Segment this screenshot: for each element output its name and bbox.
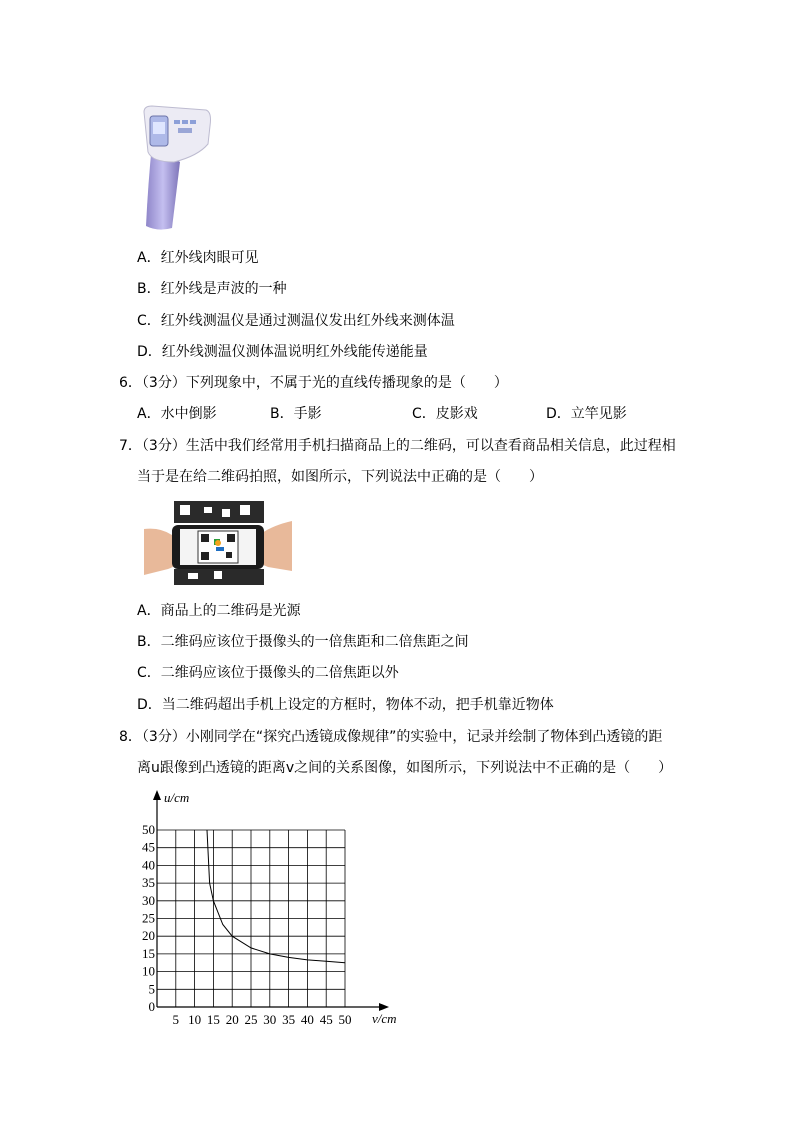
y-tick-label: 45 [142, 839, 155, 855]
y-tick-label: 15 [142, 945, 155, 961]
x-tick-label: 50 [338, 1012, 352, 1027]
u-v-graph [130, 785, 420, 1035]
q7-option-a: A．商品上的二维码是光源 [137, 603, 301, 619]
x-tick-label: 20 [225, 1012, 239, 1027]
q6-option-b: B．手影 [270, 406, 322, 422]
q5-option-d: D．红外线测温仪测体温说明红外线能传递能量 [137, 344, 428, 360]
x-tick-label: 15 [206, 1012, 220, 1027]
x-tick-label: 10 [188, 1012, 202, 1027]
q5-option-b: B．红外线是声波的一种 [137, 281, 287, 297]
q6-option-a: A．水中倒影 [137, 406, 217, 422]
q8-stem-line1: 8．（3分）小刚同学在“探究凸透镜成像规律”的实验中，记录并绘制了物体到凸透镜的距 [119, 729, 663, 745]
y-axis-label: u/cm [164, 790, 190, 805]
y-tick-label: 50 [142, 822, 155, 837]
x-tick-label: 30 [263, 1012, 277, 1027]
y-tick-label: 20 [142, 928, 155, 944]
q5-option-c: C．红外线测温仪是通过测温仪发出红外线来测体温 [137, 313, 455, 329]
x-axis-label: v/cm [372, 1011, 397, 1026]
q7-option-c: C．二维码应该位于摄像头的二倍焦距以外 [137, 665, 399, 681]
x-tick-label: 25 [244, 1012, 258, 1027]
q5-option-a: A．红外线肉眼可见 [137, 250, 259, 266]
q6-option-c: C．皮影戏 [412, 406, 478, 422]
x-tick-label: 5 [172, 1012, 180, 1027]
y-tick-label: 0 [148, 999, 155, 1014]
infrared-thermometer-image [138, 104, 214, 234]
y-tick-label: 10 [142, 963, 155, 979]
phone-scan-qr-image [144, 499, 292, 587]
chart-grid [157, 830, 345, 1007]
y-axis-arrow [153, 790, 161, 800]
chart-tick-labels [142, 822, 352, 1027]
x-tick-label: 35 [282, 1012, 296, 1027]
u-v-curve [207, 830, 345, 963]
y-tick-label: 25 [142, 910, 155, 926]
y-tick-label: 5 [148, 981, 155, 997]
q7-stem-line1: 7．（3分）生活中我们经常用手机扫描商品上的二维码，可以查看商品相关信息，此过程相 [119, 438, 676, 454]
q7-option-d: D．当二维码超出手机上设定的方框时，物体不动，把手机靠近物体 [137, 697, 554, 713]
y-tick-label: 40 [142, 857, 155, 873]
q6-option-d: D．立竿见影 [546, 406, 627, 422]
x-tick-label: 40 [300, 1012, 314, 1027]
q8-stem-line2: 离u跟像到凸透镜的距离v之间的关系图像，如图所示，下列说法中不正确的是（ ） [137, 760, 673, 776]
y-tick-label: 35 [142, 875, 155, 891]
y-tick-label: 30 [142, 892, 155, 908]
q7-stem-line2: 当于是在给二维码拍照，如图所示，下列说法中正确的是（ ） [137, 469, 543, 485]
x-axis-arrow [379, 1003, 389, 1011]
x-tick-label: 45 [319, 1012, 333, 1027]
q6-stem: 6．（3分）下列现象中，不属于光的直线传播现象的是（ ） [119, 375, 508, 391]
q7-option-b: B．二维码应该位于摄像头的一倍焦距和二倍焦距之间 [137, 634, 469, 650]
